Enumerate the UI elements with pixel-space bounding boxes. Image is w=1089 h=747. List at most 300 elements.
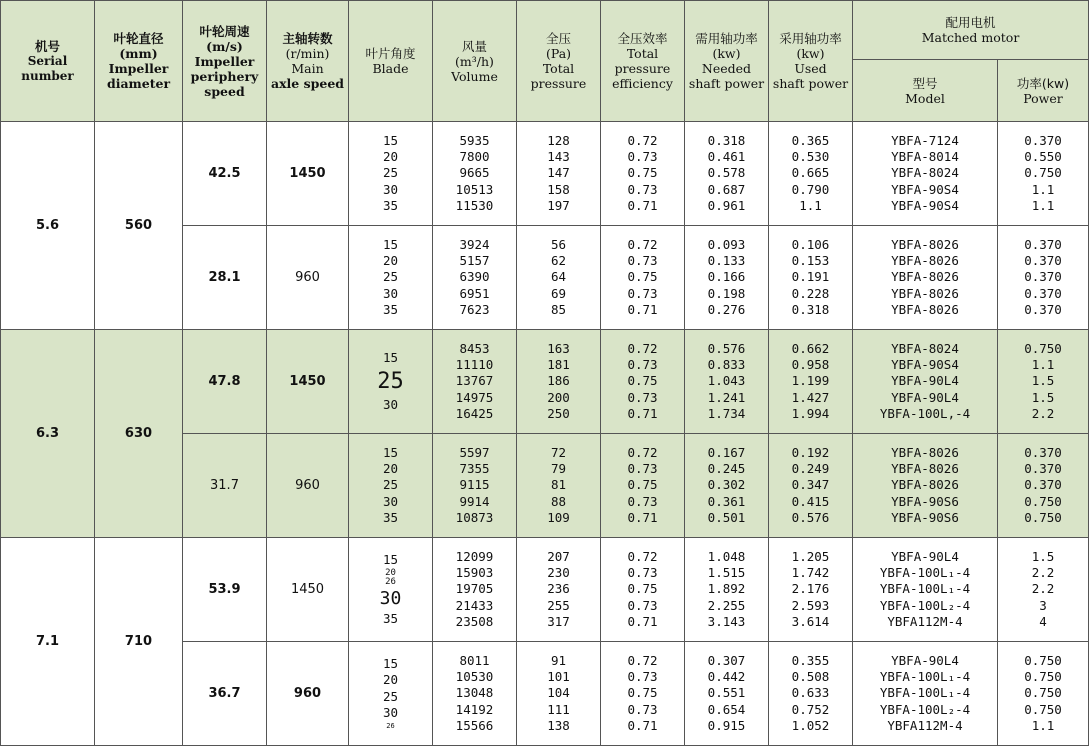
pressure-value: 88 [550,493,567,509]
header-periphery-speed [183,1,267,122]
efficiency-value: 0.73 [627,701,658,717]
header-efficiency-en3: efficiency [612,76,673,91]
power-value: 0.370 [1024,269,1062,285]
blade-value: 20 [382,149,399,165]
blade-value: 15 [382,444,399,460]
efficiency-value: 0.71 [627,405,658,421]
header-pressure [517,1,601,122]
header-efficiency [601,1,685,122]
used-value: 0.633 [791,685,830,701]
header-blade [349,1,433,122]
power-value: 0.750 [1024,652,1062,668]
pressure-value: 101 [547,669,570,685]
pressure-value: 109 [547,509,570,525]
power-value: 1.5 [1031,373,1055,389]
needed-value: 1.515 [707,565,746,581]
needed-value: 0.961 [707,197,746,213]
power-value: 0.370 [1024,477,1062,493]
efficiency-value: 0.73 [627,669,658,685]
cell-periphery-speed: 28.1 [183,226,267,330]
pressure-value: 81 [550,477,567,493]
efficiency-value: 0.75 [627,269,658,285]
blade-value: 25 [382,165,399,181]
used-value: 0.153 [791,253,830,269]
cell-pressure [517,226,601,330]
pressure-value: 91 [550,652,567,668]
efficiency-value: 0.72 [627,652,658,668]
model-value: YBFA-90L4 [891,373,959,389]
table-header [1,1,1089,122]
header-pressure-en2: pressure [530,76,587,91]
needed-values [685,445,768,526]
header-pressure-en1: Total [542,61,575,76]
cell-model [853,122,998,226]
cell-power [998,642,1089,746]
needed-values [685,133,768,214]
needed-value: 0.276 [707,301,746,317]
cell-used [769,330,853,434]
used-value: 0.192 [791,444,830,460]
model-value: YBFA-8026 [891,477,959,493]
header-used-power-cn: 采用轴功率 [779,31,842,46]
power-value: 0.370 [1024,285,1062,301]
power-value: 0.370 [1024,132,1062,148]
cell-blade [349,226,433,330]
model-value: YBFA-100L₂-4 [879,597,971,613]
header-used-power-en1: Used [794,61,827,76]
cell-model [853,330,998,434]
header-impeller-diameter-unit: (mm) [119,46,158,61]
model-value: YBFA-8026 [891,236,959,252]
volume-value: 5157 [459,253,490,269]
model-value: YBFA-100L,-4 [879,405,971,421]
model-values [853,133,997,214]
model-values [853,445,997,526]
power-value: 2.2 [1031,581,1055,597]
volume-values [433,445,516,526]
blade-value: 30 [379,587,402,609]
volume-values [433,549,516,630]
efficiency-value: 0.75 [627,165,658,181]
cell-blade [349,642,433,746]
model-value: YBFA-100L₁-4 [879,581,971,597]
needed-value: 3.143 [707,613,746,629]
volume-values [433,237,516,318]
cell-power [998,122,1089,226]
needed-value: 0.833 [707,357,746,373]
header-model [853,60,998,122]
pressure-values [517,341,600,422]
blade-value: 35 [382,197,399,213]
header-model-cn: 型号 [912,75,938,91]
model-value: YBFA-90S4 [891,197,959,213]
efficiency-value: 0.73 [627,461,658,477]
pressure-values [517,653,600,734]
cell-power [998,226,1089,330]
header-periphery-speed-en3: speed [204,83,245,99]
power-value: 0.370 [1024,444,1062,460]
needed-values [685,549,768,630]
header-pressure-unit: (Pa) [545,46,572,61]
cell-periphery-speed: 47.8 [183,330,267,434]
cell-used [769,642,853,746]
header-motor [853,1,1089,60]
needed-value: 1.043 [707,373,746,389]
pressure-value: 255 [547,597,570,613]
header-periphery-speed-unit: (m/s) [206,38,243,54]
header-used-power-en2: shaft power [772,76,849,91]
pressure-value: 230 [547,565,570,581]
used-value: 0.228 [791,285,830,301]
blade-value: 30 [382,285,399,301]
volume-value: 15566 [455,717,494,733]
model-value: YBFA-8026 [891,269,959,285]
header-volume-cn: 风量 [461,38,487,54]
cell-axle-speed: 1450 [267,538,349,642]
cell-axle-speed: 960 [267,434,349,538]
needed-value: 0.442 [707,669,746,685]
cell-periphery-speed: 31.7 [183,434,267,538]
cell-volume [433,642,517,746]
cell-pressure [517,122,601,226]
needed-value: 0.501 [707,509,746,525]
blade-value: 25 [382,477,399,493]
used-values [769,341,852,422]
efficiency-value: 0.72 [627,132,658,148]
power-values [998,549,1088,630]
efficiency-value: 0.75 [627,477,658,493]
cell-model [853,642,998,746]
model-value: YBFA-90L4 [891,652,959,668]
cell-used [769,538,853,642]
cell-periphery-speed: 36.7 [183,642,267,746]
efficiency-value: 0.73 [627,149,658,165]
header-serial [1,1,95,122]
pressure-value: 128 [547,132,570,148]
used-value: 0.958 [791,357,830,373]
cell-needed [685,226,769,330]
used-value: 1.994 [791,405,830,421]
cell-model [853,434,998,538]
model-values [853,237,997,318]
blade-value: 25 [382,688,399,704]
power-value: 1.1 [1031,357,1055,373]
header-used-power-unit: (kw) [796,46,825,61]
volume-value: 11530 [455,197,494,213]
header-volume-unit: (m³/h) [455,53,494,69]
used-value: 1.427 [791,389,830,405]
model-values [853,549,997,630]
used-value: 1.205 [791,548,830,564]
efficiency-value: 0.71 [627,509,658,525]
used-value: 0.665 [791,165,830,181]
pressure-value: 207 [547,548,570,564]
power-value: 1.1 [1031,717,1055,733]
volume-value: 9914 [459,493,490,509]
efficiency-value: 0.73 [627,285,658,301]
blade-value: 35 [382,610,399,626]
cell-blade [349,434,433,538]
efficiency-value: 0.72 [627,340,658,356]
header-efficiency-en2: pressure [614,61,671,76]
cell-periphery-speed: 42.5 [183,122,267,226]
efficiency-value: 0.73 [627,357,658,373]
header-impeller-diameter-en1: Impeller [108,61,169,76]
blade-values [349,552,432,626]
model-value: YBFA-100L₁-4 [879,685,971,701]
used-value: 0.790 [791,181,830,197]
power-value: 1.5 [1031,548,1055,564]
header-used-power [769,1,853,122]
blade-value: 20 [385,567,396,578]
volume-values [433,341,516,422]
pressure-value: 236 [547,581,570,597]
needed-value: 0.167 [707,444,746,460]
header-serial-en: Serial number [21,53,74,83]
efficiency-values [601,653,684,734]
power-value: 0.750 [1024,165,1062,181]
efficiency-values [601,445,684,526]
cell-used [769,226,853,330]
volume-value: 8453 [459,340,490,356]
efficiency-value: 0.72 [627,444,658,460]
needed-value: 0.361 [707,493,746,509]
header-axle-speed-unit: (r/min) [285,46,330,61]
blade-value: 30 [382,396,399,412]
cell-needed [685,642,769,746]
cell-power [998,538,1089,642]
table-row [1,330,1089,434]
header-efficiency-en1: Total [626,46,659,61]
power-value: 0.370 [1024,461,1062,477]
cell-periphery-speed: 53.9 [183,538,267,642]
volume-values [433,133,516,214]
volume-value: 10873 [455,509,494,525]
volume-value: 11110 [455,357,494,373]
blade-value: 30 [382,704,399,720]
header-pressure-cn: 全压 [545,31,571,46]
header-impeller-diameter-en2: diameter [106,76,171,91]
pressure-value: 79 [550,461,567,477]
needed-value: 0.318 [707,132,746,148]
blade-value: 30 [382,493,399,509]
volume-value: 7623 [459,301,490,317]
power-value: 1.5 [1031,389,1055,405]
cell-used [769,122,853,226]
power-value: 3 [1039,597,1047,613]
efficiency-value: 0.75 [627,685,658,701]
blade-values [349,237,432,318]
blade-value: 35 [382,509,399,525]
table-row [1,538,1089,642]
pressure-value: 200 [547,389,570,405]
power-value: 0.550 [1024,149,1062,165]
pressure-value: 147 [547,165,570,181]
needed-value: 0.915 [707,717,746,733]
blade-value: 35 [382,301,399,317]
pressure-value: 138 [547,717,570,733]
cell-diameter: 560 [95,122,183,330]
efficiency-values [601,237,684,318]
used-value: 0.106 [791,236,830,252]
table-body [1,122,1089,746]
power-value: 1.1 [1031,197,1055,213]
blade-value: 25 [377,368,404,394]
cell-blade [349,122,433,226]
efficiency-value: 0.75 [627,581,658,597]
cell-model [853,538,998,642]
cell-axle-speed: 960 [267,226,349,330]
cell-pressure [517,642,601,746]
blade-values [349,350,432,412]
used-value: 0.508 [791,669,830,685]
needed-value: 0.307 [707,652,746,668]
used-values [769,549,852,630]
cell-needed [685,434,769,538]
pressure-value: 111 [547,701,570,717]
header-periphery-speed-en2: periphery [190,68,259,84]
cell-model [853,226,998,330]
blade-value: 20 [382,253,399,269]
needed-value: 2.255 [707,597,746,613]
power-values [998,445,1088,526]
volume-value: 21433 [455,597,494,613]
used-value: 0.318 [791,301,830,317]
needed-values [685,341,768,422]
blade-values [349,133,432,214]
blade-value: 20 [382,461,399,477]
cell-needed [685,330,769,434]
header-blade-en: Blade [372,61,409,76]
blade-value: 26 [385,576,396,587]
pressure-values [517,133,600,214]
model-value: YBFA-8026 [891,461,959,477]
power-values [998,341,1088,422]
header-motor-cn: 配用电机 [945,15,996,30]
power-value: 4 [1039,613,1047,629]
header-efficiency-cn: 全压效率 [617,31,668,46]
power-value: 0.750 [1024,669,1062,685]
efficiency-value: 0.72 [627,548,658,564]
volume-value: 16425 [455,405,494,421]
volume-value: 7800 [459,149,490,165]
model-values [853,653,997,734]
needed-value: 0.687 [707,181,746,197]
header-power-en: Power [1023,90,1063,106]
efficiency-values [601,341,684,422]
volume-value: 23508 [455,613,494,629]
header-needed-power-unit: (kw) [712,46,741,61]
efficiency-values [601,133,684,214]
header-needed-power-cn: 需用轴功率 [695,31,758,46]
cell-volume [433,226,517,330]
model-value: YBFA-8024 [891,340,959,356]
used-value: 3.614 [791,613,830,629]
power-value: 0.370 [1024,236,1062,252]
efficiency-value: 0.71 [627,301,658,317]
needed-values [685,653,768,734]
efficiency-value: 0.71 [627,717,658,733]
needed-value: 0.133 [707,253,746,269]
efficiency-value: 0.71 [627,197,658,213]
blade-values [349,656,432,731]
blade-value: 26 [386,721,395,730]
model-value: YBFA-8014 [891,149,959,165]
model-value: YBFA-8026 [891,253,959,269]
used-value: 1.052 [791,717,830,733]
header-volume-en: Volume [451,68,498,84]
model-value: YBFA112M-4 [887,613,963,629]
model-value: YBFA112M-4 [887,717,963,733]
header-model-en: Model [905,90,945,106]
cell-serial: 5.6 [1,122,95,330]
header-power [998,60,1089,122]
pressure-value: 197 [547,197,570,213]
cell-volume [433,538,517,642]
needed-value: 0.551 [707,685,746,701]
needed-value: 0.302 [707,477,746,493]
efficiency-value: 0.72 [627,236,658,252]
needed-value: 0.576 [707,340,746,356]
header-serial-cn: 机号 [34,38,60,54]
pressure-values [517,549,600,630]
blade-value: 15 [382,552,399,568]
volume-value: 14192 [455,701,494,717]
header-periphery-speed-cn: 叶轮周速 [199,23,250,39]
used-value: 0.415 [791,493,830,509]
volume-value: 6951 [459,285,490,301]
needed-value: 1.048 [707,548,746,564]
cell-volume [433,330,517,434]
volume-value: 6390 [459,269,490,285]
volume-value: 8011 [459,652,490,668]
cell-used [769,434,853,538]
needed-values [685,237,768,318]
pressure-value: 62 [550,253,567,269]
model-value: YBFA-8024 [891,165,959,181]
volume-values [433,653,516,734]
cell-serial: 6.3 [1,330,95,538]
used-value: 0.365 [791,132,830,148]
power-value: 0.370 [1024,301,1062,317]
needed-value: 0.461 [707,149,746,165]
volume-value: 9665 [459,165,490,181]
used-value: 0.576 [791,509,830,525]
model-value: YBFA-90S4 [891,181,959,197]
efficiency-value: 0.73 [627,597,658,613]
power-values [998,653,1088,734]
cell-efficiency [601,122,685,226]
pressure-values [517,445,600,526]
efficiency-value: 0.71 [627,613,658,629]
model-value: YBFA-90L4 [891,389,959,405]
pressure-value: 104 [547,685,570,701]
used-value: 1.1 [799,197,822,213]
power-value: 0.750 [1024,493,1062,509]
cell-power [998,330,1089,434]
pressure-value: 69 [550,285,567,301]
cell-pressure [517,434,601,538]
blade-value: 15 [382,132,399,148]
model-value: YBFA-8026 [891,444,959,460]
cell-diameter: 710 [95,538,183,746]
power-value: 2.2 [1031,565,1055,581]
used-values [769,445,852,526]
cell-blade [349,330,433,434]
cell-needed [685,122,769,226]
power-value: 0.750 [1024,509,1062,525]
cell-pressure [517,330,601,434]
